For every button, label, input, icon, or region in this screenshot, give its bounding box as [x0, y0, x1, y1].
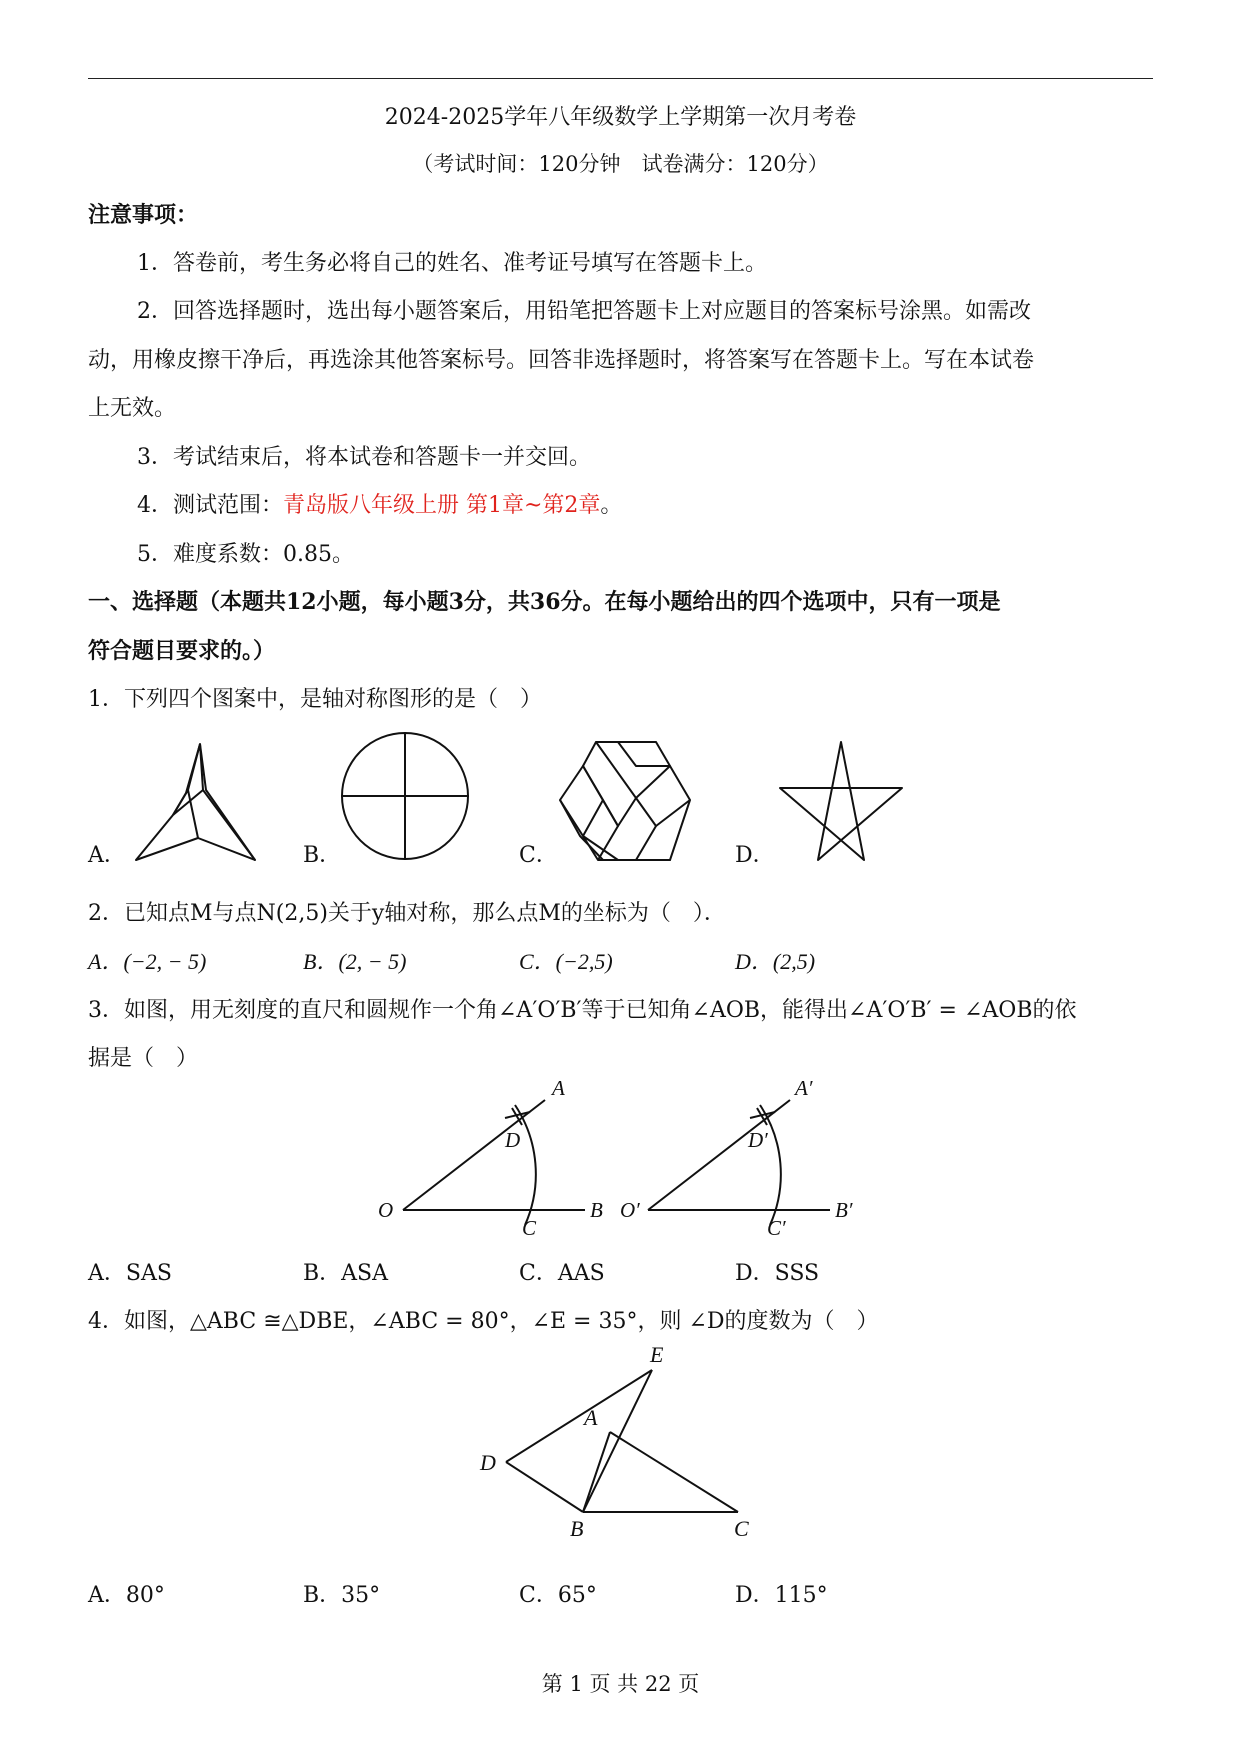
q3-label-o-prime: O′ — [620, 1198, 640, 1222]
q3-label-b: B — [590, 1198, 603, 1222]
q2-option-d[interactable]: D．(2,5) — [735, 949, 816, 974]
section1-heading-line2: 符合题目要求的。） — [88, 638, 276, 664]
q2-option-c[interactable]: C．(−2,5) — [519, 949, 613, 974]
exam-title: 2024-2025学年八年级数学上学期第一次月考卷 — [384, 105, 857, 130]
note-item-1: 1．答卷前，考生务必将自己的姓名、准考证号填写在答题卡上。 — [137, 251, 767, 276]
q3-stem-line1: 3．如图，用无刻度的直尺和圆规作一个角∠A′O′B′等于已知角∠AOB，能得出∠A′O′B′ = ∠AOB的依 — [88, 998, 1077, 1023]
q3-label-d-prime: D′ — [748, 1128, 768, 1152]
q3-label-d: D — [505, 1128, 521, 1152]
q4-label-a: A — [584, 1405, 598, 1430]
section1-heading-line1: 一、选择题（本题共12小题，每小题3分，共36分。在每小题给出的四个选项中，只有一项是 — [88, 589, 1001, 615]
q1-option-b[interactable]: B． — [303, 843, 342, 868]
q4-figure — [470, 1340, 770, 1540]
q4-option-b[interactable]: B．35° — [303, 1583, 381, 1608]
q2-stem: 2．已知点M与点N(2,5)关于y轴对称，那么点M的坐标为（ ）． — [88, 901, 726, 926]
note-item-2-line1: 2．回答选择题时，选出每小题答案后，用铅笔把答题卡上对应题目的答案标号涂黑。如需改 — [137, 299, 1032, 324]
q4-option-d[interactable]: D．115° — [735, 1583, 828, 1608]
test-range: 青岛版八年级上册 第1章~第2章 — [283, 493, 601, 518]
q1-option-c[interactable]: C． — [519, 843, 558, 868]
note-item-4 — [137, 488, 622, 519]
q3-label-b-prime: B′ — [835, 1198, 853, 1222]
q1-figure-b — [340, 728, 470, 863]
q4-option-a[interactable]: A．80° — [88, 1583, 165, 1608]
q1-figure-a — [128, 738, 268, 868]
q3-label-a: A — [552, 1076, 565, 1100]
q4-label-e: E — [650, 1342, 664, 1367]
q1-option-d[interactable]: D． — [735, 843, 775, 868]
q1-figure-d — [776, 738, 906, 864]
q3-label-o: O — [378, 1198, 394, 1222]
q4-label-b: B — [570, 1516, 584, 1540]
q3-label-a-prime: A′ — [795, 1076, 813, 1100]
note-item-4-prefix: 4．测试范围： — [137, 493, 283, 518]
note-item-2-line2: 动，用橡皮擦干净后，再选涂其他答案标号。回答非选择题时，将答案写在答题卡上。写在本试卷 — [88, 348, 1035, 373]
q2-option-b[interactable]: B．(2, − 5) — [303, 949, 407, 974]
note-item-2-line3: 上无效。 — [88, 396, 177, 421]
q4-stem: 4．如图，△ABC ≅△DBE，∠ABC = 80°，∠E = 35°，则 ∠D的度数为（ ） — [88, 1309, 879, 1334]
note-item-5: 5．难度系数：0.85。 — [137, 542, 354, 567]
q3-stem-line2: 据是（ ） — [88, 1046, 199, 1071]
page-footer: 第 1 页 共 22 页 — [541, 1672, 700, 1696]
note-item-3: 3．考试结束后，将本试卷和答题卡一并交回。 — [137, 445, 591, 470]
q1-stem: 1．下列四个图案中，是轴对称图形的是（ ） — [88, 687, 542, 712]
q4-label-d: D — [480, 1450, 496, 1475]
q3-option-d[interactable]: D．SSS — [735, 1261, 820, 1286]
q3-option-a[interactable]: A．SAS — [88, 1261, 172, 1286]
q4-label-c: C — [734, 1516, 749, 1540]
q2-option-a[interactable]: A．(−2, − 5) — [88, 949, 207, 974]
exam-subtitle: （考试时间：120分钟 试卷满分：120分） — [412, 152, 829, 176]
notes-heading: 注意事项： — [88, 202, 199, 228]
q1-option-a[interactable]: A． — [88, 843, 126, 868]
q3-label-c-prime: C′ — [767, 1216, 786, 1240]
q3-figure — [370, 1070, 870, 1240]
top-rule — [88, 78, 1153, 79]
q1-figure-c — [558, 738, 693, 863]
q3-option-b[interactable]: B．ASA — [303, 1261, 389, 1286]
note-item-4-suffix: 。 — [600, 493, 623, 518]
q3-label-c: C — [522, 1216, 537, 1240]
q4-option-c[interactable]: C．65° — [519, 1583, 597, 1608]
q3-option-c[interactable]: C．AAS — [519, 1261, 605, 1286]
